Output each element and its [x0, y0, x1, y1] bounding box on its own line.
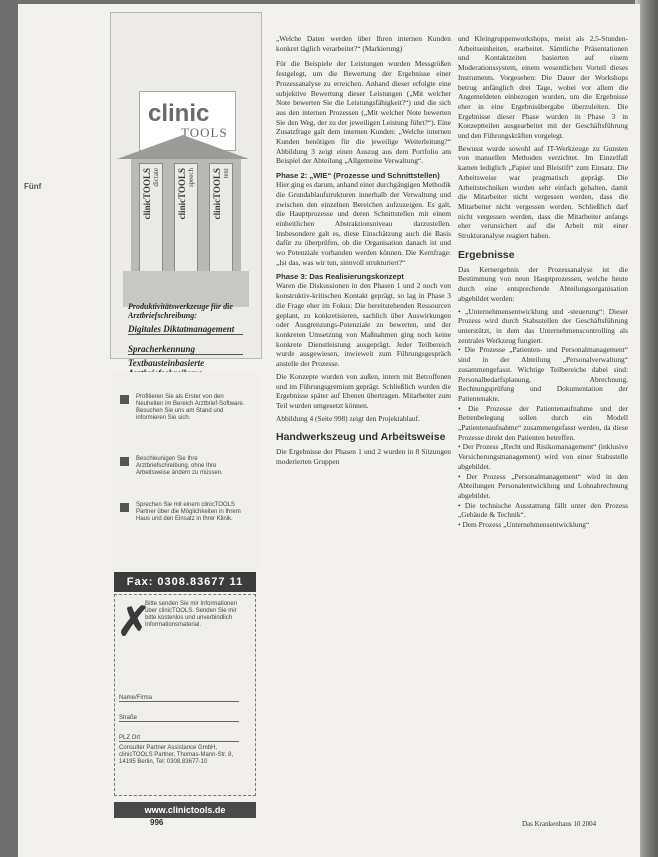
ad-tag-speech: Spracherkennung	[128, 344, 243, 355]
house-roof-graphic	[117, 135, 249, 159]
pillar-subtitle: speech	[187, 168, 195, 188]
pillar-title: clinicTOOLS	[177, 168, 187, 220]
article-right-column	[458, 34, 628, 530]
clinictools-advertisement	[110, 12, 260, 815]
fax-number-banner: Fax: 0308.83677 11	[114, 572, 256, 592]
coupon-request-text: Bitte senden Sie mir Informationen über clinicTOOLS. Senden Sie mir bitte kostenlos und unverbindlich Informationsmaterial.	[145, 601, 238, 628]
ad-benefit-item: Beschleunigen Sie Ihre Arztbriefschreibung, ohne Ihre Arbeitsweise ändern zu müssen.	[120, 456, 248, 477]
section-heading-phase-2: Phase 2: „WIE“ (Prozesse und Schnittstellen)	[276, 171, 440, 181]
company-address: Consulter Partner Assistance GmbH, clinicTOOLS Partner, Thomas-Mann-Str. 8, 14195 Berlin, Tel: 0308.83677-10	[119, 745, 234, 765]
section-heading-results: Ergebnisse	[458, 248, 515, 261]
section-heading-tools: Handwerkszeug und Arbeitsweise	[276, 431, 446, 444]
pillar-subtitle: dictate	[152, 168, 160, 187]
paragraph: Die Konzepte wurden von außen, intern mit Betroffenen und im Führungsgremium geprägt. Schließlich wurden die Ergebnisse später auf Ebenen übertragen. Mitarbeiter zum Teil wurden umgesetzt können.	[276, 371, 451, 410]
logo-wordmark: clinic	[148, 100, 210, 127]
paragraph: Für die Beispiele der Leistungen wurden Messgrößen festgelegt, um die Bewertung der Ergebnisse einer Prozessanalyse zu erreichen. Anhand dieser erfolgte eine subjektive Bewertung dieser Leistungen („Mit welcher Note bewerten Sie die Leistungsfähigkeit?“) und die sich aus den internen Prozessen („Mit welcher Note bewerten Sie den Weg, der zu der jeweiligen Leistung führt?“). Eine Zusatzfrage galt dem internen Kunden: „Welche internen Kunden benötigen für die jeweilige Weiterleitung?“ Abbildung 3 zeigt einen Auszug aus dem Portfolio am Beispiel der Abteilung „Allgemeine Verwaltung“.	[276, 59, 451, 166]
pillar-text	[209, 163, 233, 273]
intro-bullet: „Welche Daten werden über Ihren internen Kunden konkret täglich verarbeitet?“ (Markierung)	[276, 34, 451, 53]
margin-annotation: Fünf	[24, 182, 42, 191]
paragraph: Abbildung 4 (Seite 998) zeigt den Projektablauf.	[276, 413, 420, 423]
square-bullet-icon	[120, 503, 129, 512]
page-number: 996	[150, 818, 164, 827]
pillar-speech	[174, 163, 198, 273]
square-bullet-icon	[120, 457, 129, 466]
paragraph: Hier ging es darum, anhand einer durchgängigen Methodik die Grundablaufstrukturen innerhalb der Verwaltung und zwischen den einzelnen Bereichen aufzuzeigen. Es galt, die Hauptprozesse und deren Schnittstellen mit einem einheitlichen Abstraktionsniveau darzustellen. Insbesondere galt es, diese Einschätzung auch die Basis dafür zu überprüfen, ob die Organisation danach ist und wo Potenziale vorhanden werden können. Die Kernfrage: „Ist das, was wir tun, sinnvoll strukturiert?“	[276, 180, 451, 267]
list-item: • Die technische Ausstattung fällt unter den Prozess „Gebäude & Technik“.	[458, 500, 628, 520]
name-company-field[interactable]: Name/Firma	[119, 695, 239, 702]
journal-footer: Das Krankenhaus 10 2004	[522, 820, 597, 828]
cross-mark-icon: ✗	[117, 600, 151, 644]
ad-tagline: Produktivitätswerkzeuge für die Arztbriefschreibung:	[128, 302, 233, 320]
list-item: • Die Prozesse „Patienten- und Personalmanagement“ sind in der Abteilung „Personalverwaltung“ zusammengefasst. Wichtige Teilbereiche dabei sind: Personalbedarfsplanung, Abrechnung, Rechnungsprüfung und Dokumentation der Patientenakte.	[458, 345, 629, 403]
pillar-dictate	[139, 163, 163, 273]
paragraph: und Kleingruppenworkshops, meist als 2,5-Stunden-Arbeitseinheiten, erarbeitet. Sämtliche Präsentationen und Kontaktzeiten basierten auf einem Moderationssystem, einem wesentlichen Vorteil dieses Instruments. Vorgesehen: Die Dauer der Workshops betrug anfänglich drei Tage, wobei vor allem die Angemeldeten einbezogen wurden, um die Ergebnisse eher in eine Ergebnisübergabe überzuleiten. Die Ergebnisse dieser Phase wurden in Phase 3 in Konzeptteilen ausgearbeitet mit der Geschäftsführung und den Führungskräften vorgelegt.	[458, 34, 628, 141]
paragraph: Die Ergebnisse der Phasen 1 und 2 wurden in 8 Sitzungen moderierten Gruppen	[276, 447, 451, 467]
list-item: • Der Prozess „Personalmanagement“ wird in den Abteilungen Personalentwicklung und Lohnabrechnung abgebildet.	[458, 471, 629, 500]
ad-tag-dictation: Digitales Diktatmanagement	[128, 324, 243, 335]
square-bullet-icon	[120, 395, 129, 404]
list-item: • Der Prozess „Recht und Risikomanagement“ (inklusive Versicherungsmanagement) wird von einer Stabsstelle abgebildet.	[458, 442, 629, 471]
postcode-city-field[interactable]: PLZ Ort	[119, 735, 239, 742]
paragraph: Das Kernergebnis der Prozessanalyse ist die Bestimmung von neun Hauptprozessen, welche heute durch eine entsprechende Abteilungsorganisation abgebildet werden:	[458, 264, 628, 303]
ad-website-url[interactable]: www.clinictools.de	[114, 802, 256, 818]
list-item: • „Unternehmensentwicklung und -steuerung“: Dieser Prozess wird durch Stabsstellen der Geschäftsführung unterstützt, in dem das Unternehmenscontrolling als zentrales Werkzeug fungiert.	[458, 306, 629, 345]
logo-subtitle: TOOLS	[181, 125, 228, 140]
section-heading-phase-3: Phase 3: Das Realisierungskonzept	[276, 272, 404, 282]
ad-benefit-item: Profitieren Sie als Erster von den Neuheiten im Bereich Arztbrief-Software. Besuchen Sie uns am Stand und informieren Sie sich.	[120, 394, 248, 422]
pillar-title: clinicTOOLS	[212, 168, 222, 220]
pillar-subtitle: text	[222, 168, 230, 179]
ad-tag-text: Textbausteinbasierte	[128, 358, 243, 379]
reply-coupon	[114, 594, 256, 796]
ad-benefit-item: Sprechen Sie mit einem clinicTOOLS Partner über die Möglichkeiten in Ihrem Haus und den Einsatz in Ihrer Klinik.	[120, 502, 248, 523]
street-field[interactable]: Straße	[119, 715, 239, 722]
list-item: • Dem Prozess „Unternehmensentwicklung“	[458, 520, 590, 530]
ad-benefits-panel	[110, 372, 260, 572]
paragraph: Waren die Diskussionen in den Phasen 1 und 2 noch von konstruktiv-kritischen Kontakt geprägt, so lag in Phase 3 die Frage eher im Fokus: Die bereitstehenden Ressourcen geplant, zu konkretisieren, sachlich über Auswirkungen oder Ausgrenzungs-Potenziale zu bewerten, und der konkreten Umsetzung von Maßnahmen ging noch keine konkrete Dienstleistung ausgeprägt. Jeder Teilbereich wurde ausgewiesen, inwieweit zum Führungsgespräch anstelle der Prozesse.	[276, 281, 451, 369]
list-item: • Die Prozesse der Patientenaufnahme und der Bettenbelegung sollen durch ein Modell „Patientenaufnahme“ zusammengefasst werden, da diese Prozesse direkt den Patienten betreffen.	[458, 403, 628, 442]
pillar-title: clinicTOOLS	[142, 168, 152, 220]
article-middle-column	[276, 34, 451, 467]
paragraph: Bewusst wurde sowohl auf IT-Werkzeuge zu Gunsten von manuellen Methoden verzichtet. Im Einzelfall kamen lediglich „Papier und Bleistift“ zum Einsatz. Die Arbeitsweise war pragmatisch geprägt. Die Arbeitstechniken wurden sehr einfach gehalten, damit die Mitarbeiter nicht vergessen werden, dass die Mitarbeiter nicht vergessen werden. Schließlich darf nicht vergessen werden, dass die Mitarbeiter anfangs eher verunsichert auf die Arbeit mit einer Strukturanalyse reagiert haben.	[458, 143, 628, 241]
